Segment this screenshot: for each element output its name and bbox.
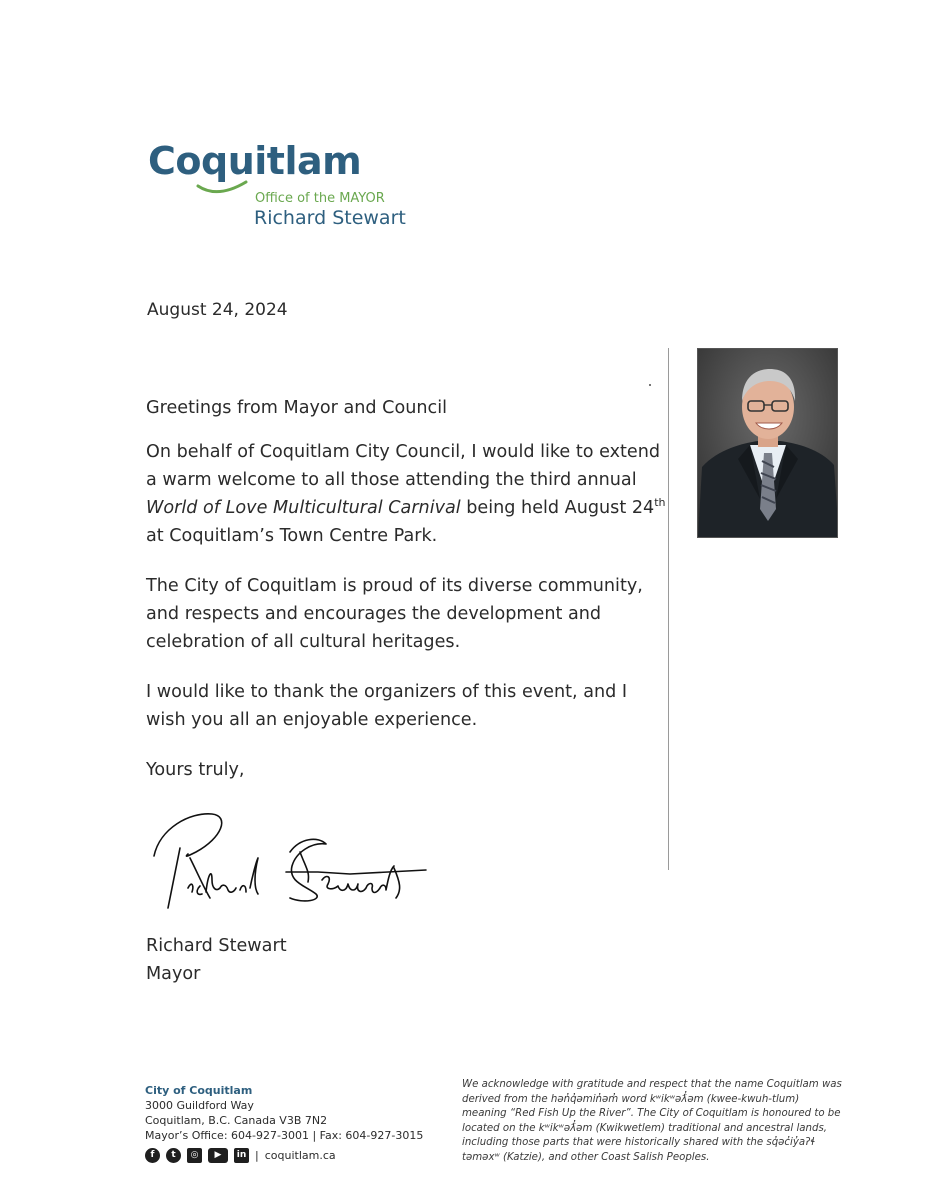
- greeting: Greetings from Mayor and Council: [146, 398, 447, 418]
- signer-name: Richard Stewart: [146, 936, 287, 956]
- footer-address-line2: Coquitlam, B.C. Canada V3B 7N2: [145, 1114, 328, 1127]
- date-suffix: th: [654, 496, 666, 509]
- land-acknowledgement: We acknowledge with gratitude and respect that the name Coquitlam was derived from the hən̓q̓əmin̓əm̓ word kʷikʷəƛ̓əm (kwee-kwuh-tlum) meaning “Red Fish Up the River”. The City of Coquitlam is honoured to be located on the kʷikʷəƛ̓əm (Kwikwetlem) traditional and ancestral lands, including those parts that were historically shared with the sq̓əc̓iy̓aʔɬ təməxʷ (Katzie), and other Coast Salish Peoples.: [462, 1079, 842, 1163]
- event-name: World of Love Multicultural Carnival: [146, 498, 461, 518]
- letterhead-logo: [148, 138, 428, 238]
- footer-phones: Mayor’s Office: 604-927-3001 | Fax: 604-927-3015: [145, 1129, 424, 1142]
- footer-contact: [145, 1083, 423, 1164]
- paragraph-welcome-end: at Coquitlam’s Town Centre Park.: [146, 526, 438, 546]
- social-links: [145, 1146, 423, 1164]
- vertical-divider: [668, 348, 669, 870]
- footer-org-name: City of Coquitlam: [145, 1084, 253, 1097]
- paragraph-welcome-mid: being held August 24: [460, 498, 655, 518]
- youtube-icon[interactable]: ▶: [208, 1148, 228, 1163]
- facebook-icon[interactable]: f: [145, 1148, 160, 1163]
- footer-separator: |: [255, 1148, 259, 1162]
- instagram-icon[interactable]: ◎: [187, 1148, 202, 1163]
- logo-swoosh-icon: [196, 174, 252, 194]
- footer-address-line1: 3000 Guildford Way: [145, 1099, 254, 1112]
- paragraph-diversity: The City of Coquitlam is proud of its diverse community, and respects and encourages the development and celebration of all cultural heritages.: [146, 576, 643, 652]
- letter-body: [146, 394, 666, 806]
- portrait-image: [698, 349, 838, 538]
- letter-date: August 24, 2024: [147, 300, 288, 320]
- logo-wordmark: Coquitlam: [148, 139, 362, 183]
- signer-title: Mayor: [146, 964, 201, 984]
- linkedin-icon[interactable]: in: [234, 1148, 249, 1163]
- twitter-icon[interactable]: t: [166, 1148, 181, 1163]
- speck: [649, 384, 651, 386]
- signer-block: [146, 932, 287, 988]
- paragraph-welcome-start: On behalf of Coquitlam City Council, I would like to extend a warm welcome to all those attending the third annual: [146, 442, 661, 490]
- office-of-mayor-label: Office of the MAYOR: [255, 191, 385, 206]
- paragraph-thanks: I would like to thank the organizers of this event, and I wish you all an enjoyable experience.: [146, 682, 628, 730]
- closing: Yours truly,: [146, 760, 245, 780]
- paragraph-welcome: [146, 438, 666, 550]
- mayor-name-header: Richard Stewart: [254, 207, 406, 229]
- mayor-portrait: [697, 348, 838, 538]
- footer-website-link[interactable]: coquitlam.ca: [264, 1148, 336, 1162]
- handwritten-signature: [150, 808, 430, 913]
